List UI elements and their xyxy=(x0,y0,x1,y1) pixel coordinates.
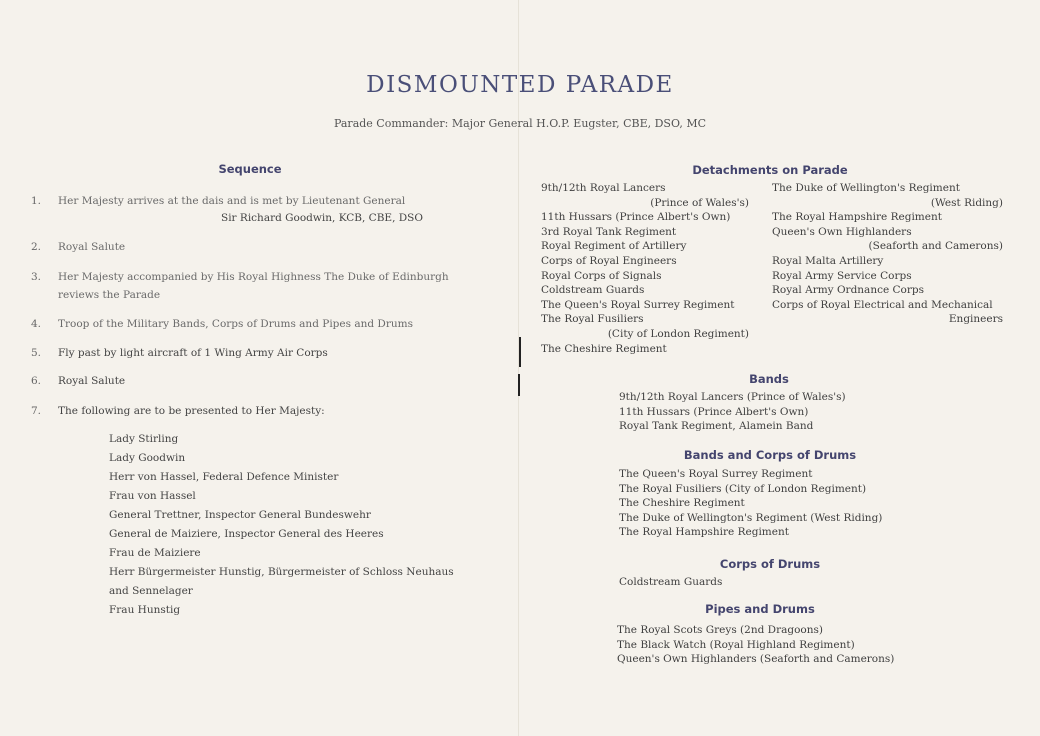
bands-list xyxy=(619,390,846,434)
detachment-item: Royal Army Service Corps xyxy=(772,269,912,282)
corps-drums-heading: Corps of Drums xyxy=(719,557,821,571)
bands-drums-item: The Queen's Royal Surrey Regiment xyxy=(619,468,813,480)
detachment-item: Corps of Royal Engineers xyxy=(541,254,677,267)
presented-person: General Trettner, Inspector General Bundeswehr xyxy=(109,509,371,521)
band-item: Royal Tank Regiment, Alamein Band xyxy=(619,420,814,433)
sequence-item-text: Troop of the Military Bands, Corps of Drums and Pipes and Drums xyxy=(58,318,413,330)
page-fold xyxy=(518,0,519,736)
detachment-item: The Queen's Royal Surrey Regiment xyxy=(541,298,735,311)
detachment-item: (City of London Regiment) xyxy=(607,327,749,340)
detachment-item: Royal Corps of Signals xyxy=(541,269,662,282)
parade-commander: Parade Commander: Major General H.O.P. Eugster, CBE, DSO, MC xyxy=(333,117,707,130)
detachment-item: 3rd Royal Tank Regiment xyxy=(541,225,677,238)
sequence-item-text: Sir Richard Goodwin, KCB, CBE, DSO xyxy=(221,212,423,224)
presented-person: General de Maiziere, Inspector General des Heeres xyxy=(109,528,384,540)
ink-mark xyxy=(518,374,520,396)
presented-person: Frau Hunstig xyxy=(109,604,181,616)
detachment-item: The Cheshire Regiment xyxy=(541,342,667,355)
detachments-right-column xyxy=(772,181,1003,327)
detachment-item: The Royal Hampshire Regiment xyxy=(772,211,942,224)
detachment-item: Royal Malta Artillery xyxy=(772,254,884,267)
presented-person: Frau de Maiziere xyxy=(109,547,201,559)
detachment-item: (Seaforth and Camerons) xyxy=(868,240,1003,253)
sequence-item-text: The following are to be presented to Her Majesty: xyxy=(58,405,325,417)
presented-person: Herr von Hassel, Federal Defence Minister xyxy=(109,471,339,483)
presented-person: Frau von Hassel xyxy=(109,490,196,502)
pipes-drums-list xyxy=(617,623,894,667)
bands-drums-item: The Duke of Wellington's Regiment (West Riding) xyxy=(619,511,883,524)
sequence-item-text: Fly past by light aircraft of 1 Wing Army Air Corps xyxy=(58,347,328,359)
sequence-number: 6. xyxy=(31,375,42,387)
sequence-item-text: Her Majesty accompanied by His Royal Highness The Duke of Edinburgh xyxy=(58,271,449,283)
presented-person: Herr Bürgermeister Hunstig, Bürgermeister of Schloss Neuhaus xyxy=(109,566,454,578)
sequence-number: 3. xyxy=(31,271,42,283)
detachment-item: Engineers xyxy=(948,313,1003,326)
detachments-heading: Detachments on Parade xyxy=(692,163,848,177)
page-title: DISMOUNTED PARADE xyxy=(366,72,674,98)
sequence-number: 7. xyxy=(31,405,42,417)
band-item: 9th/12th Royal Lancers (Prince of Wales's) xyxy=(619,391,846,403)
detachment-item: Royal Regiment of Artillery xyxy=(541,240,687,253)
detachment-item: (West Riding) xyxy=(930,196,1003,209)
detachment-item: (Prince of Wales's) xyxy=(650,196,749,209)
detachment-item: Corps of Royal Electrical and Mechanical xyxy=(772,298,993,311)
ink-mark xyxy=(519,337,521,367)
bands-drums-item: The Cheshire Regiment xyxy=(619,497,745,510)
presented-person: Lady Goodwin xyxy=(109,452,186,464)
presented-person: and Sennelager xyxy=(109,585,193,597)
sequence-number: 4. xyxy=(31,318,42,330)
detachment-item: The Royal Fusiliers xyxy=(541,313,644,326)
sequence-number: 2. xyxy=(31,241,42,253)
sequence-item-text: Royal Salute xyxy=(58,241,126,253)
bands-drums-list xyxy=(619,467,882,540)
detachment-item: The Duke of Wellington's Regiment xyxy=(772,182,960,194)
presented-person: Lady Stirling xyxy=(109,433,179,445)
sequence-heading: Sequence xyxy=(218,162,282,176)
pipes-drums-item: The Black Watch (Royal Highland Regiment) xyxy=(617,638,855,651)
sequence-item-text: Her Majesty arrives at the dais and is met by Lieutenant General xyxy=(58,195,406,207)
pipes-drums-item: The Royal Scots Greys (2nd Dragoons) xyxy=(617,624,823,636)
sequence-item-text: Royal Salute xyxy=(58,375,126,387)
bands-drums-item: The Royal Fusiliers (City of London Regiment) xyxy=(619,482,867,495)
sequence-item-text: reviews the Parade xyxy=(58,289,161,301)
detachment-item: Coldstream Guards xyxy=(541,284,645,297)
sequence-number: 5. xyxy=(31,347,42,359)
bands-drums-item: The Royal Hampshire Regiment xyxy=(619,526,789,539)
detachment-item: Royal Army Ordnance Corps xyxy=(772,284,924,297)
detachment-item: Queen's Own Highlanders xyxy=(772,225,912,238)
sequence-number: 1. xyxy=(31,195,42,207)
detachments-left-column xyxy=(541,181,749,356)
corps-drums-list xyxy=(619,575,722,590)
pipes-drums-heading: Pipes and Drums xyxy=(705,602,815,616)
bands-drums-heading: Bands and Corps of Drums xyxy=(683,448,857,462)
detachment-item: 9th/12th Royal Lancers xyxy=(541,182,666,194)
band-item: 11th Hussars (Prince Albert's Own) xyxy=(619,405,809,418)
presented-list xyxy=(109,430,454,620)
detachment-item: 11th Hussars (Prince Albert's Own) xyxy=(541,211,731,224)
bands-heading: Bands xyxy=(749,372,789,386)
corps-drums-item: Coldstream Guards xyxy=(619,576,723,588)
pipes-drums-item: Queen's Own Highlanders (Seaforth and Camerons) xyxy=(617,653,895,666)
